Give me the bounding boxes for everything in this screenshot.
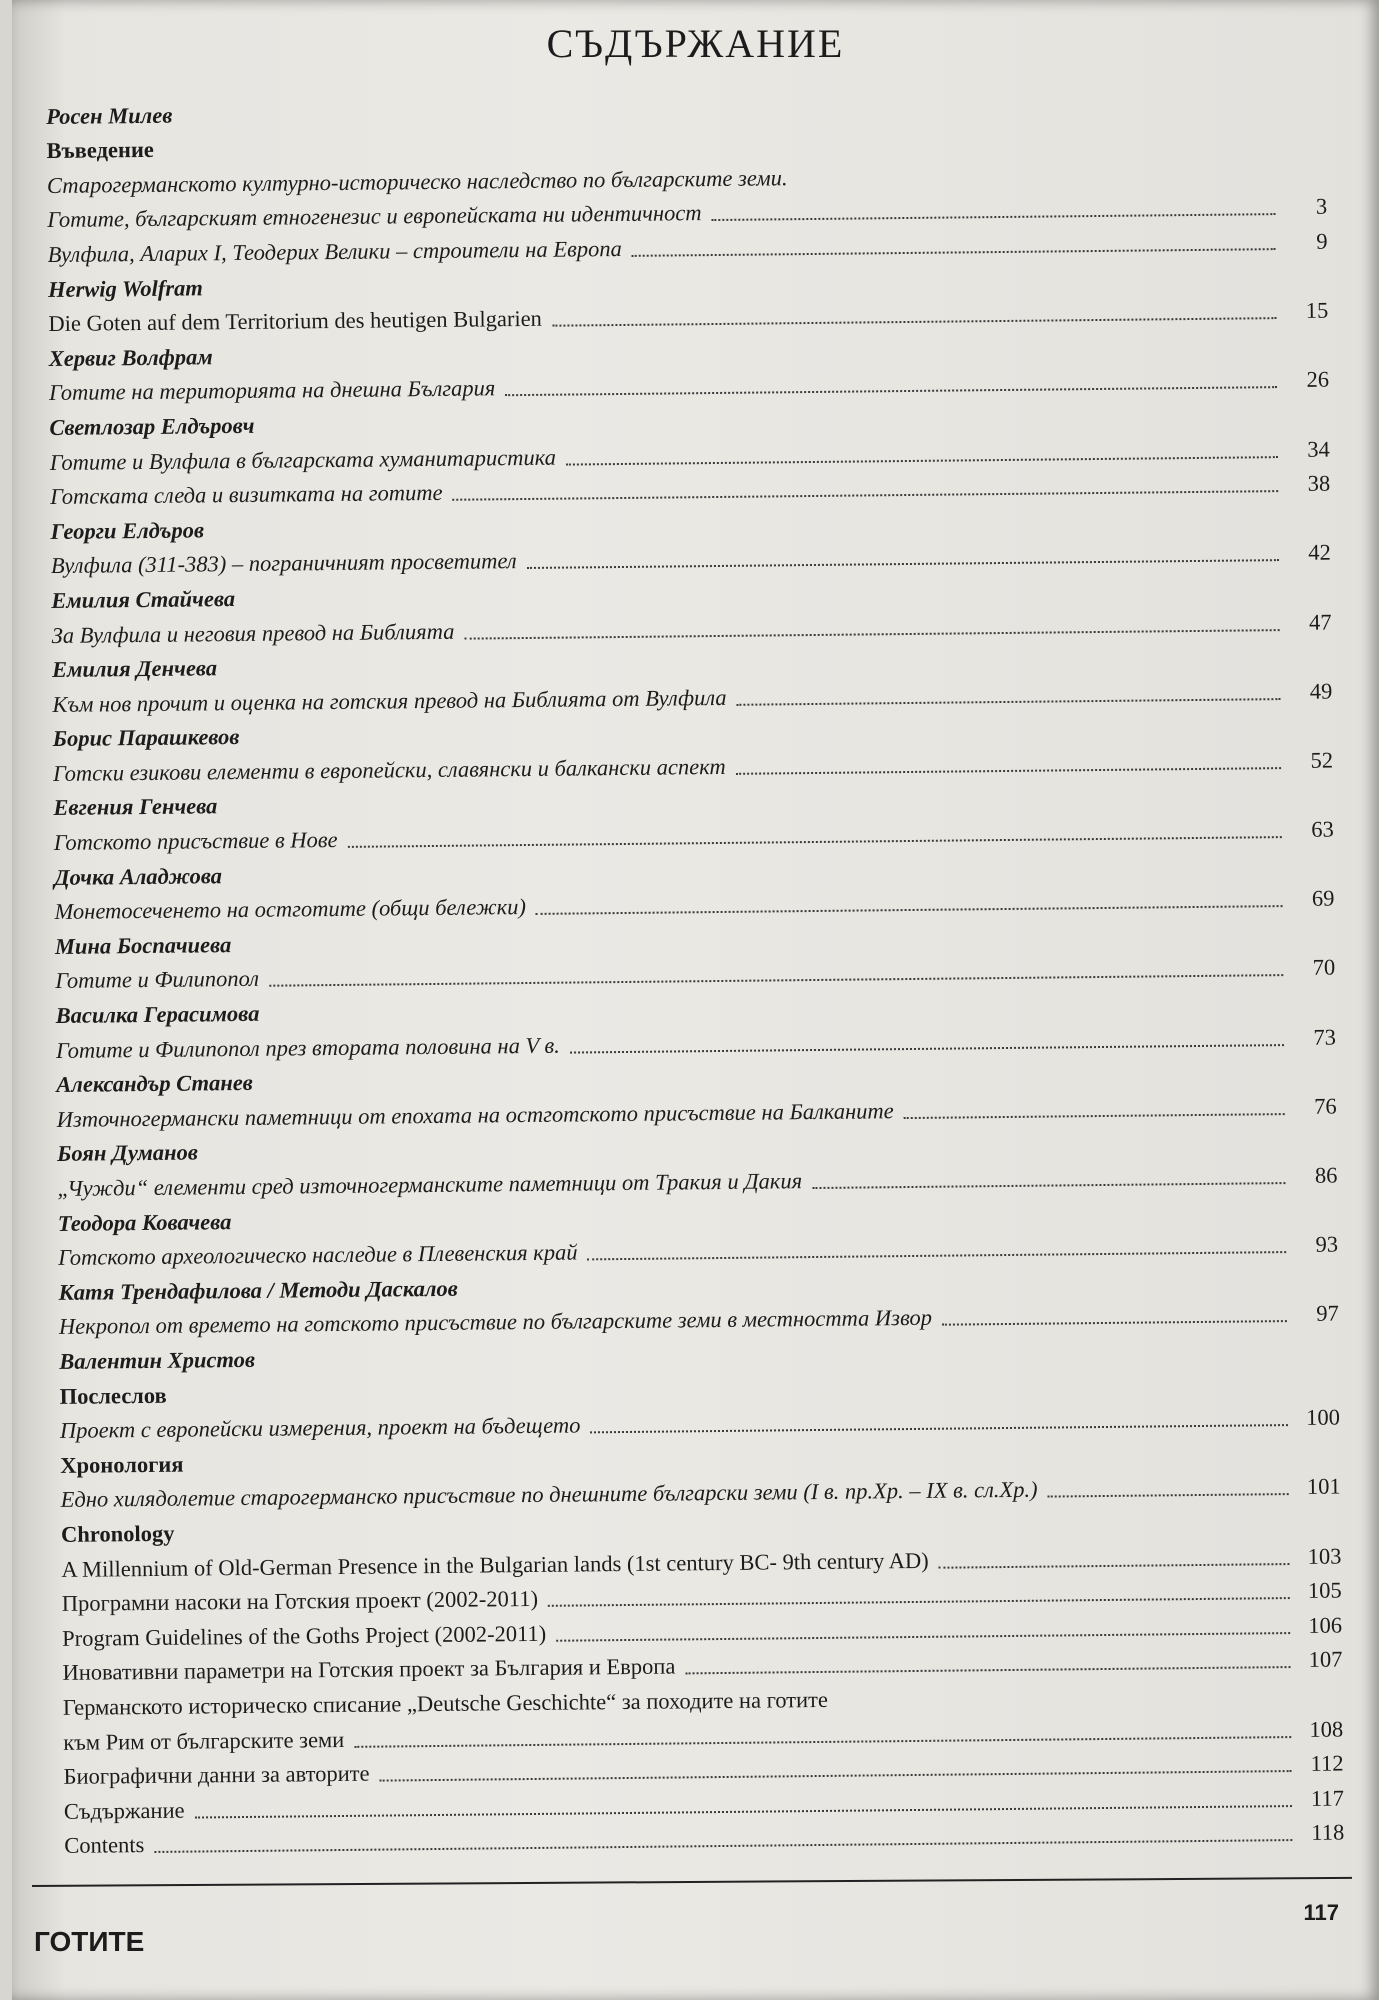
toc-page-number: 9 [1316,228,1328,254]
toc-page-number: 47 [1308,609,1332,635]
toc-entry-text: „Чужди“ елементи сред източногерманските паметници от Тракия и Дакия [57,1168,803,1201]
toc-entry-text: към Рим от българските земи [63,1726,345,1755]
toc-entry-text: Die Goten auf dem Territorium des heutigen Bulgarien [48,305,542,337]
toc-page-number: 26 [1306,366,1330,393]
toc-entry-text: Емилия Стайчева [51,585,236,613]
toc-entry-text: Валентин Христов [59,1346,256,1374]
dot-leader [588,1249,1287,1260]
toc-page-number: 49 [1309,678,1333,704]
page-title: СЪДЪРЖАНИЕ [546,21,845,66]
table-of-contents [46,83,1344,1861]
toc-page-number: 86 [1314,1162,1338,1188]
toc-page-number: 63 [1311,816,1334,842]
toc-page-number: 52 [1310,747,1334,773]
toc-entry-text: Програмни насоки на Готския проект (2002-2011) [61,1586,539,1617]
dot-leader [812,1180,1285,1189]
dot-leader [527,557,1279,569]
toc-page-number: 100 [1306,1404,1341,1431]
toc-entry-text: Chronology [60,1520,175,1547]
toc-entry-text: Готите на територията на днешна България [48,375,496,406]
toc-entry-text: Василка Герасимова [55,1000,260,1028]
toc-entry-text: Готите, българският етногенезис и европейската ни идентичност [47,200,702,233]
toc-entry-text: Светлозар Елдъровч [49,412,255,440]
footer-rule [32,1877,1352,1887]
toc-entry-text: Готите и Филипопол през втората половина на V в. [55,1032,560,1063]
toc-page-number: 38 [1307,470,1331,496]
dot-leader [736,765,1281,775]
toc-page-number: 101 [1306,1473,1341,1500]
toc-page-number: 118 [1311,1819,1345,1846]
toc-page-number: 34 [1307,436,1330,462]
toc-entry-text: Herwig Wolfram [47,274,203,302]
toc-entry-text: Евгения Генчева [53,793,218,821]
toc-page-number: 3 [1315,193,1328,220]
toc-entry-text: Източногермански паметници от епохата на остготското присъствие на Балканите [56,1097,894,1132]
toc-entry-text: Вулфила, Аларих I, Теодерих Велики – строители на Европа [47,235,622,267]
toc-entry-text: Иновативни параметри на Готския проект за България и Европа [62,1653,676,1686]
dot-leader [590,1422,1288,1433]
toc-entry-text: Готите и Вулфила в българската хуманитаристика [49,444,557,475]
toc-entry-text: Александър Станев [56,1070,253,1098]
toc-entry-text: A Millennium of Old-German Presence in the Bulgarian lands (1st century BC- 9th century AD) [61,1547,929,1582]
toc-entry-text: Към нов прочит и оценка на готския превод на Библията от Вулфила [52,684,727,717]
dot-leader [536,903,1283,915]
toc-page-number: 97 [1316,1300,1339,1327]
toc-entry-text: Готите и Филипопол [55,966,260,994]
dot-leader [570,1042,1284,1053]
toc-entry-text: Съдържание [63,1797,185,1824]
toc-page-number: 108 [1309,1716,1344,1742]
toc-entry-text: Program Guidelines of the Goths Project (2002-2011) [62,1620,547,1651]
toc-page-number: 73 [1313,1024,1337,1050]
dot-leader [154,1837,1292,1853]
toc-entry-text: Георги Елдъров [50,517,205,544]
toc-entry-text: Едно хилядолетие старогерманско присъствие по днешните български земи (I в. пр.Хр. – IX в. сл.Хр.) [60,1477,1038,1513]
toc-page-number: 107 [1308,1646,1343,1673]
book-page [12,0,1379,2000]
dot-leader [942,1318,1287,1326]
toc-page-number: 69 [1311,885,1335,912]
footer-book-title: ГОТИТЕ [34,1926,145,1957]
dot-leader [548,1595,1290,1607]
toc-entry-text: Готски езикови елементи в европейски, славянски и балкански аспект [52,753,726,786]
toc-entry-text: Катя Трендафилова / Методи Даскалов [58,1275,458,1305]
toc-entry-text: Готското археологическо наследие в Плевенския край [58,1239,578,1271]
toc-entry-text: Биографични данни за авторите [63,1760,370,1790]
toc-entry-text: Емилия Денчева [51,655,218,683]
dot-leader [737,696,1281,706]
toc-entry-text: Теодора Ковачева [57,1208,232,1236]
toc-page-number: 70 [1312,954,1336,981]
toc-page-number: 42 [1308,539,1331,566]
toc-entry-text: Боян Думанов [56,1139,198,1167]
toc-entry-text: Хронология [60,1451,184,1478]
toc-entry-text: Борис Парашкевов [52,724,240,752]
toc-entry-text: Въведение [46,137,154,164]
toc-entry-text: За Вулфила и неговия превод на Библията [51,618,455,648]
toc-page-number: 117 [1310,1785,1345,1811]
toc-entry-text: Готското присъствие в Нове [53,827,338,856]
toc-entry-text: Проект с европейски измерения, проект на бъдещето [59,1412,581,1444]
toc-entry-text: Некропол от времето на готското присъствие по българските земи в местността Извор [58,1305,933,1340]
dot-leader [632,246,1276,257]
toc-entry-text: Хервиг Волфрам [48,344,213,371]
dot-leader [1048,1491,1289,1498]
dot-leader [685,1664,1290,1674]
toc-page-number: 103 [1307,1543,1342,1569]
dot-leader [552,315,1277,327]
toc-entry-text: Монетосеченето на остготите (общи бележки) [54,894,527,925]
toc-page-number: 106 [1308,1612,1343,1638]
toc-entry-text: Вулфила (311-383) – пограничният просветител [50,548,517,579]
toc-entry-text: Дочка Аладжова [54,862,223,890]
dot-leader [556,1630,1290,1642]
toc-page-number: 105 [1307,1577,1342,1603]
toc-page-number: 112 [1310,1750,1344,1776]
footer-page-number: 117 [1303,1900,1339,1925]
toc-page-number: 76 [1314,1093,1337,1119]
dot-leader [712,212,1276,222]
dot-leader [939,1561,1290,1569]
toc-entry-text: Росен Милев [46,102,173,129]
dot-leader [904,1111,1285,1119]
toc-entry-text: Contents [64,1832,145,1859]
toc-entry-text: Готската следа и визитката на готите [50,479,443,510]
toc-entry-text: Старогерманското културно-историческо наследство по българските земи. [46,165,788,198]
toc-page-number: 15 [1305,297,1329,323]
toc-entry-text: Мина Боспачиева [54,931,232,959]
dot-leader [566,454,1278,465]
toc-entry-text: Послеслов [59,1382,167,1409]
toc-page-number: 93 [1315,1231,1339,1257]
toc-entry-text: Германското историческо списание „Deutsche Geschichte“ за походите на готите [62,1686,829,1720]
